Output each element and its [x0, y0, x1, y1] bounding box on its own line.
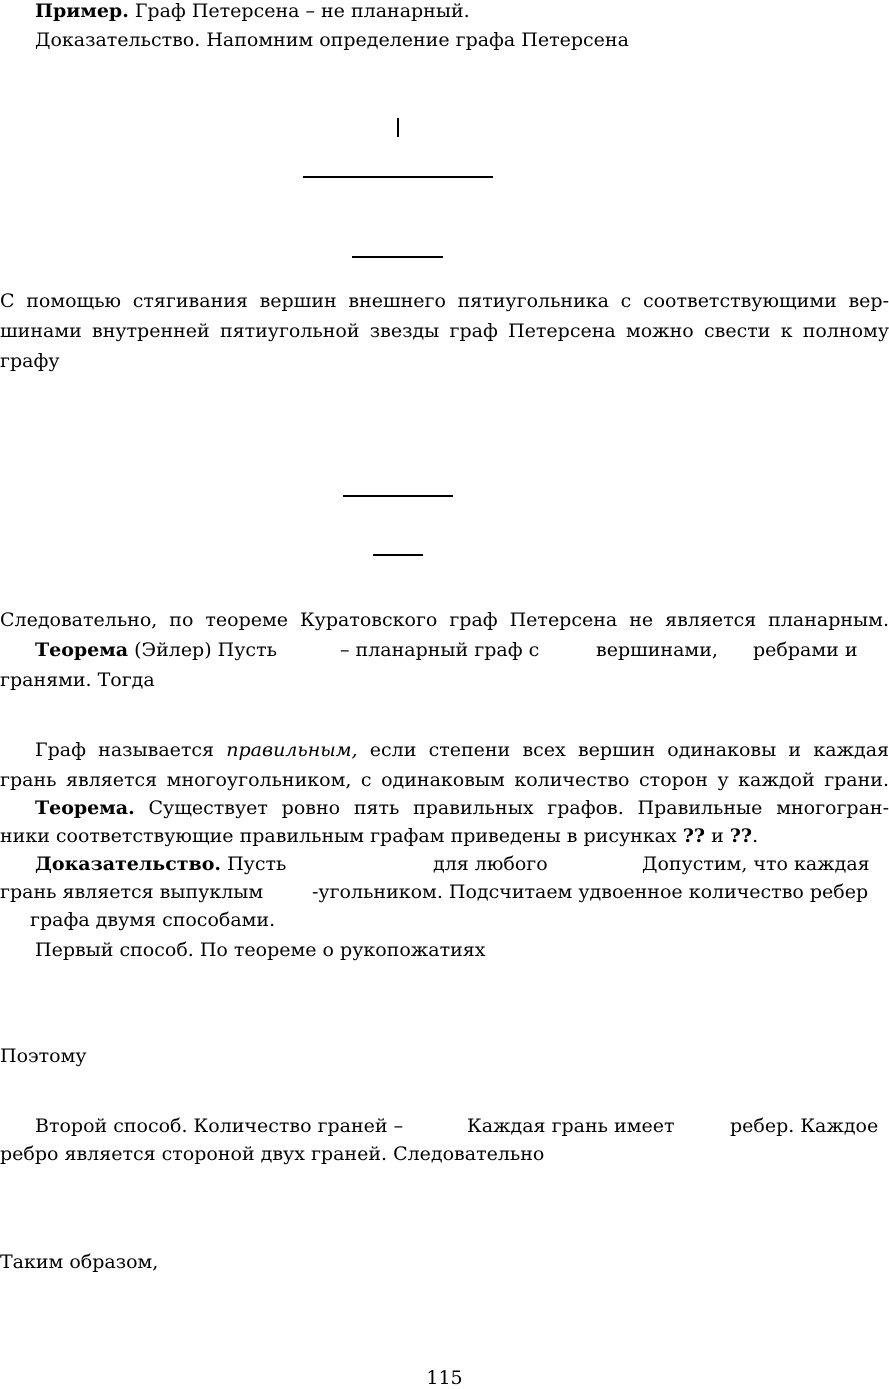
text-line: Первый способ. По теореме о рукопожатиях: [35, 939, 486, 961]
text-line: графу: [0, 350, 60, 372]
text-fragment: ребер. Каждое: [730, 1115, 879, 1137]
text-line: графа двумя способами.: [30, 909, 276, 931]
euler-theorem-start: [35, 639, 277, 661]
text-fragment: грань является выпуклым: [0, 881, 264, 903]
theorem-label: Теорема: [35, 639, 129, 661]
text-fragment: Пусть: [221, 853, 287, 875]
formula-remnant-rule-2: [352, 256, 443, 258]
text-fragment: Каждая грань имеет: [467, 1115, 675, 1137]
text-fragment: ники соответствующие правильным графам приведены в рисунках: [0, 825, 683, 847]
text-fragment: ребрами и: [753, 639, 858, 661]
proof-intro: Доказательство. Напомним определение графа Петерсена: [35, 29, 629, 51]
text-fragment: для любого: [433, 853, 548, 875]
page-number: 115: [426, 1367, 463, 1389]
formula-remnant-rule-4: [373, 554, 423, 556]
text-line: ребро является стороной двух граней. Следовательно: [0, 1143, 545, 1165]
formula-remnant-bar: [397, 118, 399, 137]
text-line: гранями. Тогда: [0, 669, 155, 691]
text-fragment: Второй способ. Количество граней –: [35, 1115, 404, 1137]
example-heading: [35, 0, 470, 22]
example-label: Пример.: [35, 0, 129, 22]
text-fragment: и: [705, 825, 730, 847]
term-regular: правильным,: [226, 739, 358, 761]
text-line: шинами внутренней пятиугольной звезды граф Петерсена можно свести к полному: [0, 320, 889, 342]
text-fragment: (Эйлер) Пусть: [128, 639, 277, 661]
figure-ref[interactable]: ??: [682, 825, 706, 847]
text-fragment: .: [752, 825, 759, 847]
text-fragment: Существует ровно пять правильных графов. Правильные многогран-: [134, 797, 889, 819]
figure-ref[interactable]: ??: [729, 825, 753, 847]
text-fragment: если степени всех вершин одинаковы и каждая: [357, 739, 889, 761]
text-line: Поэтому: [0, 1045, 87, 1067]
formula-remnant-rule-3: [343, 495, 453, 497]
proof-label: Доказательство.: [35, 853, 222, 875]
text-fragment: Допустим, что каждая: [642, 853, 870, 875]
text-fragment: – планарный граф с: [340, 639, 540, 661]
text-line: С помощью стягивания вершин внешнего пятиугольника с соответствующими вер-: [0, 290, 889, 312]
proof-start: [35, 853, 286, 875]
text-fragment: вершинами,: [596, 639, 718, 661]
regular-graph-definition: [35, 739, 889, 761]
five-regular-graphs-theorem: [35, 797, 889, 819]
text-line: Следовательно, по теореме Куратовского граф Петерсена не является планарным.: [0, 609, 889, 631]
formula-remnant-rule-1: [303, 176, 493, 178]
text-line: Таким образом,: [0, 1251, 159, 1273]
text-line: грань является многоугольником, с одинаковым количество сторон у каждой грани.: [0, 769, 889, 791]
text-fragment: Граф называется: [35, 739, 227, 761]
example-statement: Граф Петерсена – не планарный.: [128, 0, 470, 22]
text-fragment: -угольником. Подсчитаем удвоенное количество ребер: [312, 881, 869, 903]
text-line: [0, 825, 758, 847]
theorem-label: Теорема.: [35, 797, 135, 819]
